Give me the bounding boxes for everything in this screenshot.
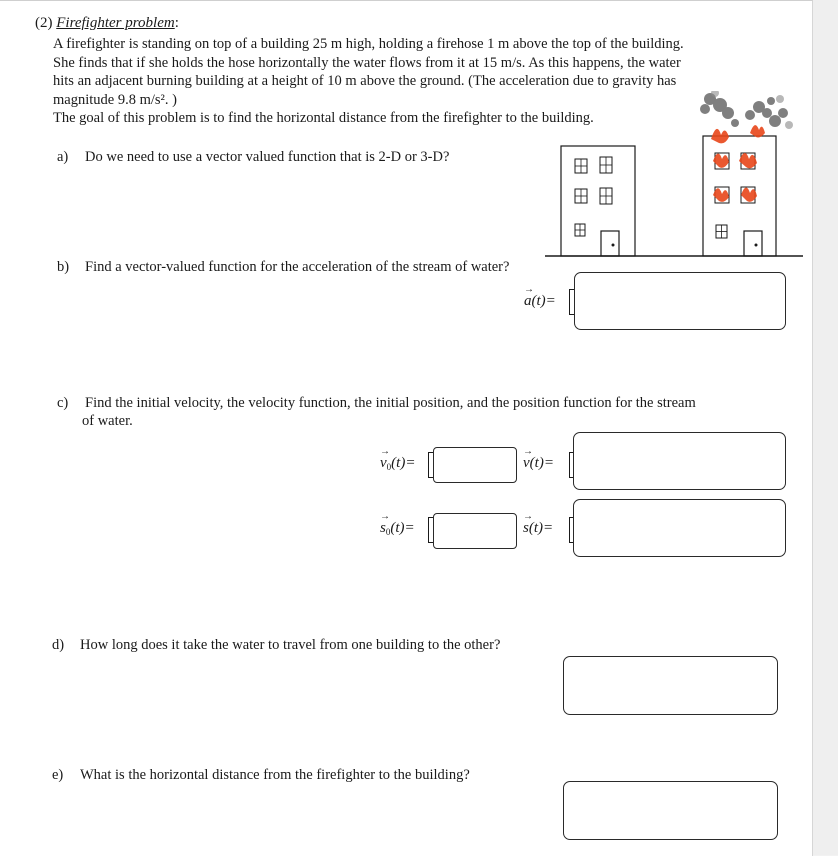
scroll-gutter [813,0,838,855]
velocity-answer-box[interactable] [573,432,786,490]
initial-velocity-answer-box[interactable] [433,447,517,483]
title-colon: : [174,15,179,31]
v-symbol: v [523,455,530,471]
velocity-label [523,446,554,472]
initial-position-label [380,511,415,537]
subscript-zero: 0 [386,462,392,472]
question-d-label: d) [52,637,65,653]
acceleration-answer-box[interactable] [574,272,786,330]
equals: = [404,520,415,536]
flames [711,125,765,202]
vector-arrow: → [523,446,533,457]
arg: (t) [391,455,406,471]
position-answer-box[interactable] [573,499,786,557]
vector-arrow: → [380,446,390,457]
time-answer-box[interactable] [563,656,778,715]
position-label [523,511,554,537]
smoke [700,93,788,127]
question-c-label: c) [57,395,69,411]
door [744,231,762,256]
arg: (t) [531,293,546,309]
equals: = [543,455,554,471]
question-a-label: a) [57,149,69,165]
question-c-text-1: Find the initial velocity, the velocity function, the initial position, and the position function for the stream [85,395,696,411]
initial-velocity-label [380,446,416,472]
problem-name: Firefighter problem [56,15,175,31]
equals: = [405,455,416,471]
subscript-zero: 0 [385,527,391,537]
question-e-text: What is the horizontal distance from the firefighter to the building? [80,767,470,783]
problem-line-1: A firefighter is standing on top of a building 25 m high, holding a firehose 1 m above the top of the building. [53,36,684,52]
question-b [57,258,509,276]
question-a-text: Do we need to use a vector valued function that is 2-D or 3-D? [85,149,450,165]
vector-arrow: → [524,284,534,295]
problem-line-5: The goal of this problem is to find the horizontal distance from the firefighter to the building. [53,110,594,126]
problem-title [35,15,179,32]
door [601,231,619,256]
problem-line-3: hits an adjacent burning building at a height of 10 m above the ground. (The acceleration due to gravity has [53,73,677,89]
burning-building [703,136,776,256]
question-a [57,148,449,166]
s-symbol: s [380,520,386,536]
problem-number: (2) [35,15,53,31]
a-symbol: a [524,293,532,309]
equals: = [545,293,556,309]
question-b-label: b) [57,259,70,275]
question-d [52,636,500,654]
problem-line-2: She finds that if she holds the hose horizontally the water flows from it at 15 m/s. As this happens, the water [53,54,681,71]
firefighter-building [561,146,635,256]
distance-answer-box[interactable] [563,781,778,840]
v-symbol: v [380,455,387,471]
burning-buildings-illustration [545,91,807,263]
s-symbol: s [523,520,529,536]
question-e-label: e) [52,767,64,783]
question-e [52,766,470,784]
initial-position-answer-box[interactable] [433,513,517,549]
problem-line-4: magnitude 9.8 m/s². ) [53,91,177,108]
arg: (t) [528,520,544,536]
acceleration-label [524,284,556,310]
arg: (t) [529,455,544,471]
arg: (t) [390,520,405,536]
vector-arrow: → [380,511,390,522]
question-d-text: How long does it take the water to travel from one building to the other? [80,637,501,653]
question-c-text-2: of water. [82,413,133,429]
question-b-text: Find a vector-valued function for the acceleration of the stream of water? [85,259,510,275]
question-c [57,394,696,430]
vector-arrow: → [523,511,533,522]
equals: = [543,520,554,536]
